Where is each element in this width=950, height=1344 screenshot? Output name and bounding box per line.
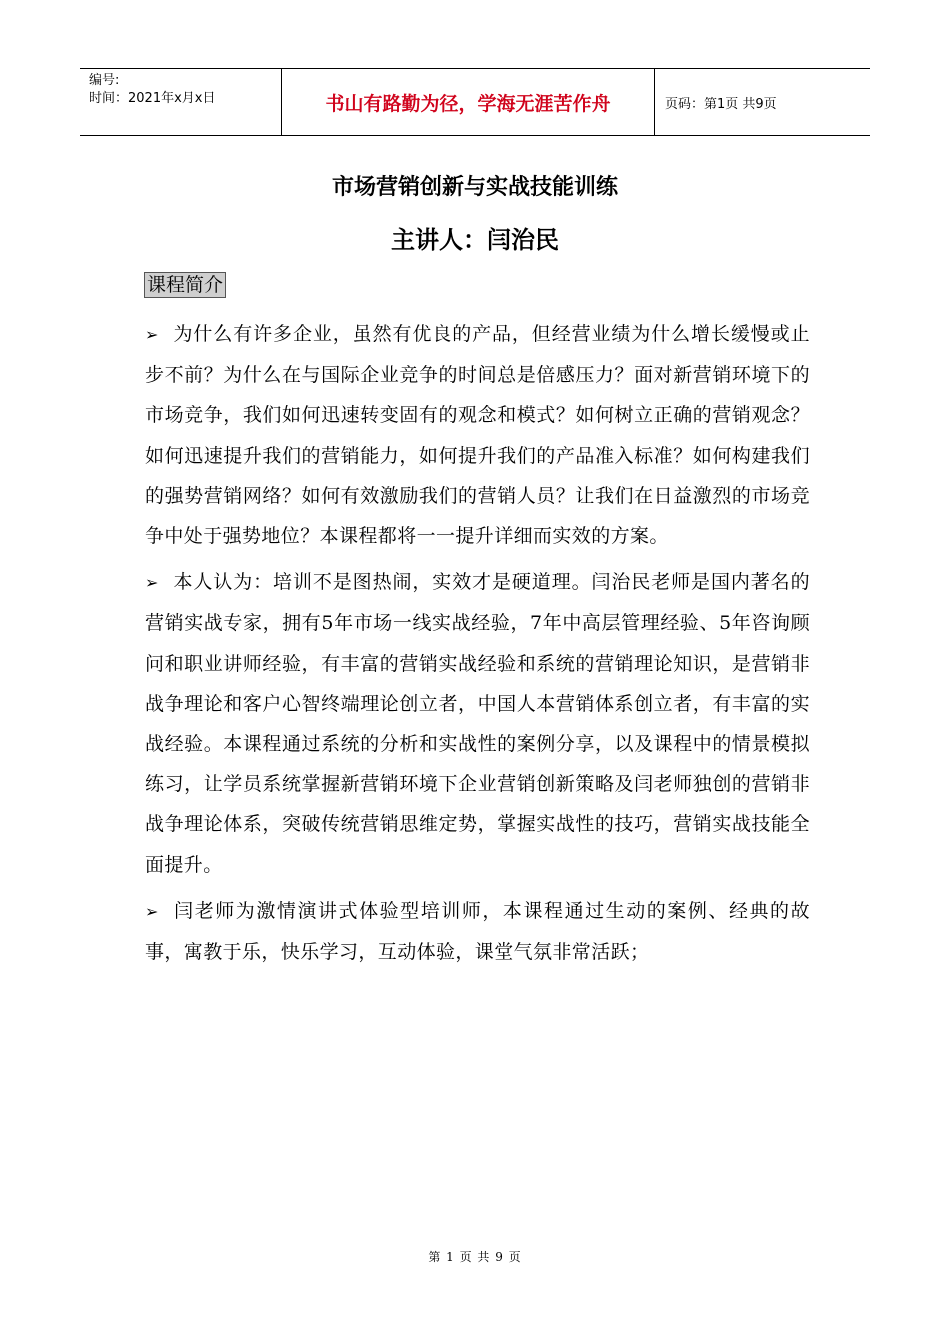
header-meta-cell [80, 69, 282, 135]
motto-text: 书山有路勤为径，学海无涯苦作舟 [325, 92, 611, 115]
page-info-cell [655, 69, 870, 135]
paragraph [145, 891, 810, 972]
arrow-bullet-icon: ➢ [145, 325, 159, 344]
paragraph-text: 闫老师为激情演讲式体验型培训师，本课程通过生动的案例、经典的故事，寓教于乐，快乐学习，互动体验，课堂气氛非常活跃； [145, 899, 810, 964]
header-table [80, 68, 870, 136]
motto-cell [282, 69, 655, 135]
body-text [145, 314, 810, 978]
page-info-text: 页码：第1页 共9页 [665, 96, 777, 112]
paragraph [145, 562, 810, 885]
document-title: 市场营销创新与实战技能训练 [331, 175, 618, 200]
arrow-bullet-icon: ➢ [145, 901, 159, 921]
arrow-bullet-icon: ➢ [145, 573, 159, 593]
number-label: 编号: [89, 73, 120, 88]
paragraph-text: 本人认为：培训不是图热闹，实效才是硬道理。闫治民老师是国内著名的营销实战专家，拥有5年市场一线实战经验，7年中高层管理经验、5年咨询顾问和职业讲师经验，有丰富的营销实战经验和系统的营销理论知识，是营销非战争理论和客户心智终端理论创立者，中国人本营销体系创立者，有丰富的实战经验。本课程通过系统的分析和实战性的案例分享，以及课程中的情景模拟练习，让学员系统掌握新营销环境下企业营销创新策略及闫老师独创的营销非战争理论体系，突破传统营销思维定势，掌握实战性的技巧，营销实战技能全面提升。 [145, 571, 810, 876]
section-label: 课程简介 [144, 272, 226, 298]
page-footer: 第 1 页 共 9 页 [428, 1250, 522, 1264]
paragraph-text: 为什么有许多企业，虽然有优良的产品，但经营业绩为什么增长缓慢或止步不前？为什么在与国际企业竞争的时间总是倍感压力？面对新营销环境下的市场竞争，我们如何迅速转变固有的观念和模式？如何树立正确的营销观念？如何迅速提升我们的营销能力，如何提升我们的产品准入标准？如何构建我们的强势营销网络？如何有效激励我们的营销人员？让我们在日益激烈的市场竞争中处于强势地位？本课程都将一一提升详细而实效的方案。 [145, 323, 810, 548]
paragraph [145, 314, 810, 556]
speaker-line: 主讲人：闫治民 [391, 226, 559, 254]
time-label: 时间：2021年x月x日 [89, 91, 216, 106]
